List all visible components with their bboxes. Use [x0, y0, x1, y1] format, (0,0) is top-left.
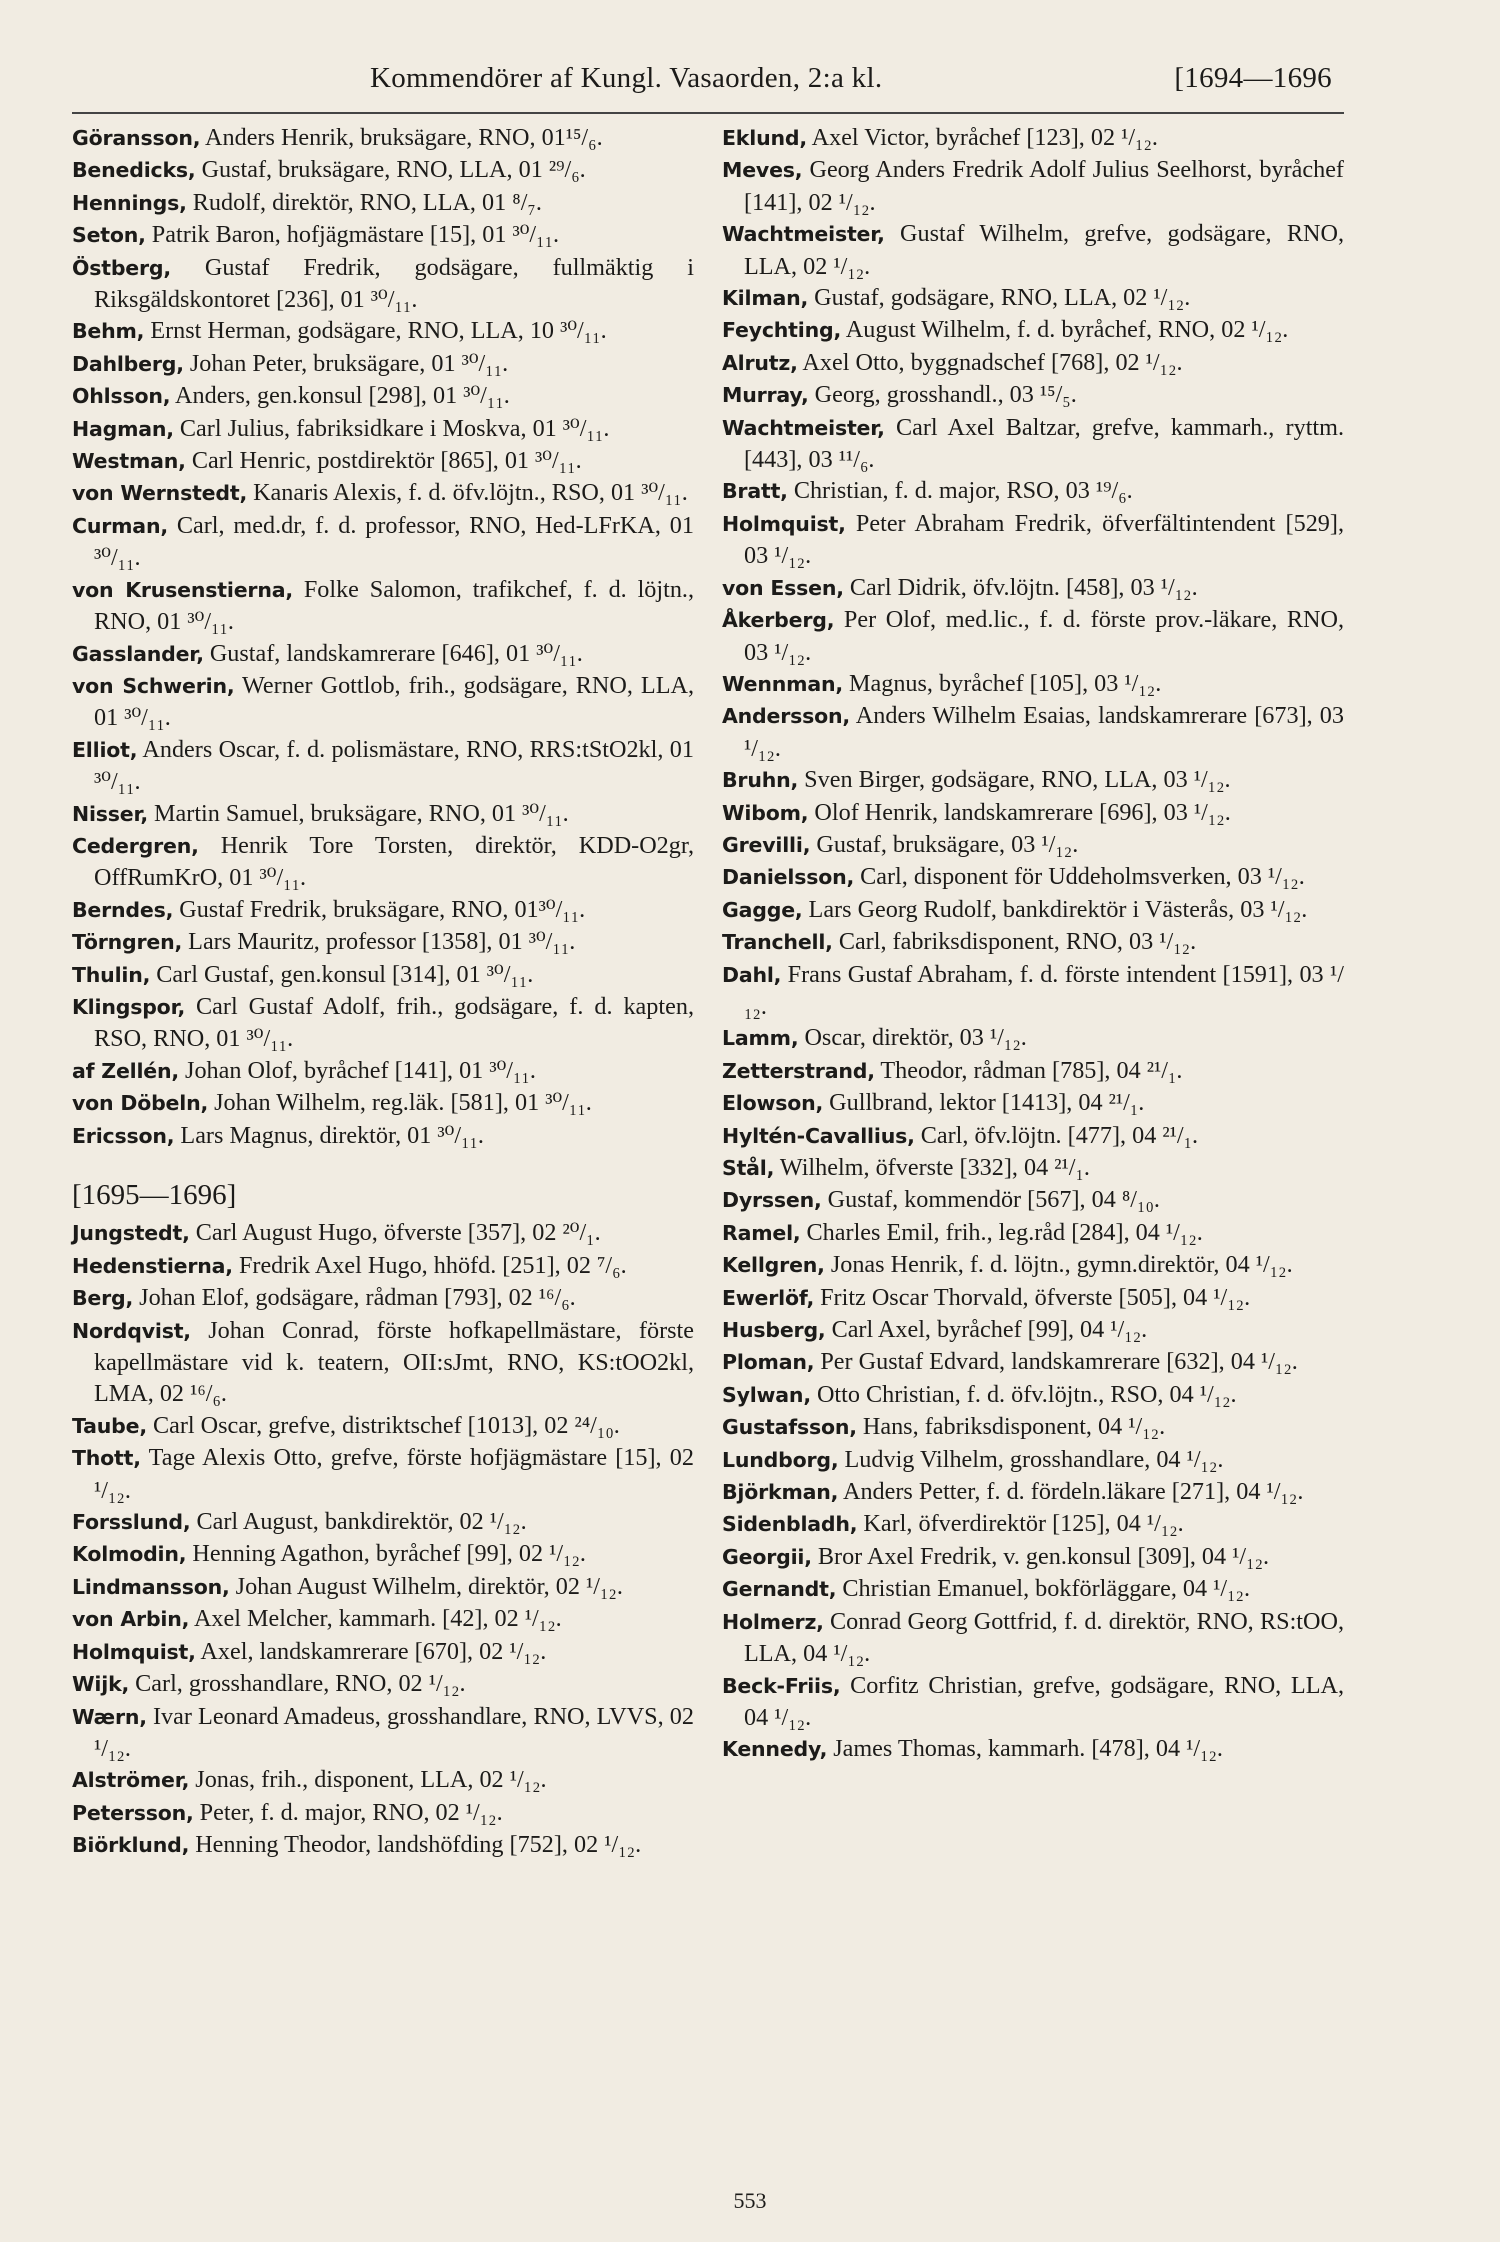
entry — [722, 1184, 1344, 1216]
entry-name: Kellgren, — [722, 1253, 825, 1278]
entry — [722, 412, 1344, 476]
entry — [722, 1314, 1344, 1346]
entry-text: Henning Theodor, landshöfding [752], 02 ¹/₁₂. — [189, 1831, 642, 1859]
entry-text: Johan Elof, godsägare, rådman [793], 02 ¹⁶/₆. — [133, 1284, 576, 1312]
entry-name: Wibom, — [722, 800, 809, 825]
entry — [72, 1636, 694, 1668]
entry-text: James Thomas, kammarh. [478], 04 ¹/₁₂. — [827, 1735, 1223, 1763]
entry-name: Dahlberg, — [72, 351, 184, 376]
entry — [72, 348, 694, 380]
entry-text: Kanaris Alexis, f. d. öfv.löjtn., RSO, 01 ³⁰/₁₁. — [247, 479, 688, 507]
entry-name: Taube, — [72, 1413, 147, 1438]
entry — [722, 829, 1344, 861]
entry-name: Holmquist, — [722, 511, 846, 536]
entry — [722, 926, 1344, 958]
left-entry-list — [72, 122, 694, 1152]
entry — [722, 1444, 1344, 1476]
entry-name: Törngren, — [72, 930, 183, 955]
entry-text: Tage Alexis Otto, grefve, förste hofjägmästare [15], 02 ¹/₁₂. — [94, 1444, 694, 1504]
entry-name: Jungstedt, — [72, 1221, 190, 1246]
entry-text: Carl Gustaf, gen.konsul [314], 01 ³⁰/₁₁. — [150, 960, 534, 988]
entry-text: Wilhelm, öfverste [332], 04 ²¹/₁. — [774, 1154, 1090, 1181]
entry-text: Ivar Leonard Amadeus, grosshandlare, RNO, LVVS, 02 ¹/₁₂. — [94, 1702, 694, 1762]
entry-text: Axel, landskamrerare [670], 02 ¹/₁₂. — [195, 1637, 547, 1665]
entry-text: Bror Axel Fredrik, v. gen.konsul [309], 04 ¹/₁₂. — [811, 1542, 1270, 1570]
entry-text: Johan Olof, byråchef [141], 01 ³⁰/₁₁. — [179, 1056, 536, 1084]
right-entry-list — [722, 122, 1344, 1766]
entry-text: Gustaf, godsägare, RNO, LLA, 02 ¹/₁₂. — [808, 284, 1191, 312]
entry — [72, 1764, 694, 1796]
entry-text: Oscar, direktör, 03 ¹/₁₂. — [798, 1024, 1027, 1052]
entry-text: Peter Abraham Fredrik, öfverfältintendent [529], 03 ¹/₁₂. — [744, 509, 1344, 570]
entry-name: von Essen, — [722, 575, 844, 600]
entry — [722, 1476, 1344, 1508]
entry-text: Theodor, rådman [785], 04 ²¹/₁. — [874, 1056, 1183, 1084]
entry-text: Gustaf, bruksägare, 03 ¹/₁₂. — [810, 830, 1079, 858]
entry-text: Carl, grosshandlare, RNO, 02 ¹/₁₂. — [129, 1670, 466, 1698]
entry — [72, 1410, 694, 1442]
entry-text: Carl Julius, fabriksidkare i Moskva, 01 ³⁰/₁₁. — [173, 414, 610, 442]
entry-name: Bruhn, — [722, 768, 799, 793]
entry-text: Anders Petter, f. d. fördeln.läkare [271], 04 ¹/₁₂. — [838, 1478, 1304, 1506]
entry — [722, 314, 1344, 346]
entry — [72, 219, 694, 251]
entry-text: Carl, öfv.löjtn. [477], 04 ²¹/₁. — [914, 1121, 1199, 1149]
entry-text: Georg Anders Fredrik Adolf Julius Seelhorst, byråchef [141], 02 ¹/₁₂. — [744, 156, 1344, 216]
entry-text: Corfitz Christian, grefve, godsägare, RNO, LLA, 04 ¹/₁₂. — [744, 1671, 1344, 1731]
entry-name: von Döbeln, — [72, 1091, 209, 1116]
entry-name: Tranchell, — [722, 930, 833, 955]
entry-name: Curman, — [72, 513, 168, 538]
entry-name: Elowson, — [722, 1091, 824, 1116]
entry-text: Otto Christian, f. d. öfv.löjtn., RSO, 04 ¹/₁₂. — [810, 1380, 1237, 1408]
entry — [72, 1506, 694, 1538]
entry-text: Gustaf Fredrik, bruksägare, RNO, 01³⁰/₁₁. — [173, 895, 586, 923]
entry-text: Per Olof, med.lic., f. d. förste prov.-läkare, RNO, 03 ¹/₁₂. — [744, 606, 1344, 666]
entry-text: Axel Otto, byggnadschef [768], 02 ¹/₁₂. — [797, 348, 1183, 376]
entry-text: Gustaf Fredrik, godsägare, fullmäktig i Riksgäldskontoret [236], 01 ³⁰/₁₁. — [94, 253, 694, 314]
entry-text: Gustaf Wilhelm, grefve, godsägare, RNO, LLA, 02 ¹/₁₂. — [744, 220, 1344, 280]
entry-name: Kolmodin, — [72, 1542, 187, 1567]
entry-name: Gasslander, — [72, 641, 204, 666]
entry-name: Alströmer, — [72, 1768, 190, 1793]
entry-name: Feychting, — [722, 318, 842, 343]
entry-name: Forsslund, — [72, 1510, 191, 1535]
entry-name: Sylwan, — [722, 1382, 811, 1407]
entry-text: Henrik Tore Torsten, direktör, KDD-O2gr, OffRumKrO, 01 ³⁰/₁₁. — [94, 831, 694, 892]
entry — [722, 1055, 1344, 1087]
entry — [72, 1315, 694, 1410]
entry-name: Berndes, — [72, 897, 174, 922]
entry-text: Martin Samuel, bruksägare, RNO, 01 ³⁰/₁₁. — [147, 799, 569, 827]
entry-name: Nisser, — [72, 801, 148, 826]
entry-name: Westman, — [72, 449, 186, 474]
entry-name: Klingspor, — [72, 994, 186, 1019]
entry — [72, 252, 694, 316]
entry-text: August Wilhelm, f. d. byråchef, RNO, 02 ¹/₁₂. — [841, 316, 1289, 344]
entry — [722, 475, 1344, 507]
header-rule — [72, 112, 1344, 114]
entry-text: Anders Henrik, bruksägare, RNO, 01¹⁵/₆. — [200, 124, 603, 151]
entry-name: Kennedy, — [722, 1737, 828, 1762]
entry-name: Östberg, — [72, 255, 171, 280]
entry-text: Gustaf, bruksägare, RNO, LLA, 01 ²⁹/₆. — [195, 156, 586, 184]
entry — [722, 154, 1344, 218]
entry — [722, 347, 1344, 379]
section-subheading: [1695—1696] — [72, 1179, 237, 1211]
entry — [722, 1087, 1344, 1119]
entry — [722, 379, 1344, 411]
entry-text: Carl Axel, byråchef [99], 04 ¹/₁₂. — [825, 1316, 1148, 1344]
entry-text: Karl, öfverdirektör [125], 04 ¹/₁₂. — [857, 1510, 1184, 1538]
entry-name: Gernandt, — [722, 1577, 837, 1602]
entry-text: Gustaf, landskamrerare [646], 01 ³⁰/₁₁. — [203, 639, 583, 667]
entry-text: Lars Georg Rudolf, bankdirektör i Västerås, 03 ¹/₁₂. — [802, 895, 1308, 923]
entry-text: Carl Didrik, öfv.löjtn. [458], 03 ¹/₁₂. — [843, 573, 1198, 601]
entry-name: Sidenbladh, — [722, 1512, 858, 1537]
entry-name: Benedicks, — [72, 158, 196, 183]
header-title: Kommendörer af Kungl. Vasaorden, 2:a kl. — [370, 62, 883, 94]
entry — [72, 380, 694, 412]
entry-name: Lundborg, — [722, 1447, 839, 1472]
entry-name: Dyrssen, — [722, 1188, 822, 1213]
entry-text: Rudolf, direktör, RNO, LLA, 01 ⁸/₇. — [186, 188, 542, 216]
entry — [722, 1346, 1344, 1378]
entry-name: Ericsson, — [72, 1123, 175, 1148]
entry-name: Danielsson, — [722, 865, 855, 890]
entry-text: Carl Axel Baltzar, grefve, kammarh., ryttm. [443], 03 ¹¹/₆. — [744, 413, 1344, 474]
entry-text: Lars Magnus, direktör, 01 ³⁰/₁₁. — [174, 1121, 484, 1149]
entry — [722, 1217, 1344, 1249]
entry-text: Magnus, byråchef [105], 03 ¹/₁₂. — [842, 669, 1162, 697]
entry — [72, 1087, 694, 1119]
entry-name: Holmquist, — [72, 1639, 196, 1664]
left-column — [72, 122, 694, 1862]
entry — [722, 1022, 1344, 1054]
entry-name: Seton, — [72, 223, 146, 248]
entry-name: Ohlsson, — [72, 384, 171, 409]
entry-name: af Zellén, — [72, 1058, 179, 1083]
entry-text: Carl, med.dr, f. d. professor, RNO, Hed-LFrKA, 01 ³⁰/₁₁. — [94, 511, 694, 572]
entry-name: Björkman, — [722, 1480, 839, 1505]
right-column — [722, 122, 1344, 1766]
entry — [72, 638, 694, 670]
entry-name: von Wernstedt, — [72, 481, 248, 506]
entry-name: Thott, — [72, 1446, 141, 1471]
entry-name: Alrutz, — [722, 350, 798, 375]
entry — [72, 574, 694, 638]
entry — [722, 894, 1344, 926]
entry-name: Ploman, — [722, 1350, 815, 1375]
entry-name: Georgii, — [722, 1544, 812, 1569]
entry-text: Ludvig Vilhelm, grosshandlare, 04 ¹/₁₂. — [838, 1445, 1224, 1473]
entry — [72, 154, 694, 186]
entry — [722, 1733, 1344, 1765]
entry-text: Frans Gustaf Abraham, f. d. förste intendent [1591], 03 ¹/₁₂. — [744, 960, 1344, 1020]
entry-name: von Schwerin, — [72, 673, 235, 698]
entry — [72, 894, 694, 926]
entry-text: Conrad Georg Gottfrid, f. d. direktör, RNO, RS:tOO, LLA, 04 ¹/₁₂. — [744, 1607, 1344, 1668]
entry-name: Kilman, — [722, 286, 809, 311]
entry-text: Carl, disponent för Uddeholmsverken, 03 ¹/₁₂. — [854, 863, 1305, 891]
entry-text: Henning Agathon, byråchef [99], 02 ¹/₁₂. — [186, 1540, 586, 1568]
entry — [722, 282, 1344, 314]
entry — [72, 510, 694, 574]
entry-text: Georg, grosshandl., 03 ¹⁵/₅. — [808, 381, 1077, 409]
entry-text: Sven Birger, godsägare, RNO, LLA, 03 ¹/₁₂. — [798, 766, 1231, 794]
entry-text: Olof Henrik, landskamrerare [696], 03 ¹/₁₂. — [808, 798, 1231, 826]
entry — [722, 1379, 1344, 1411]
entry-text: Ernst Herman, godsägare, RNO, LLA, 10 ³⁰/₁₁. — [144, 317, 607, 345]
entry-name: Stål, — [722, 1156, 775, 1180]
entry — [72, 1603, 694, 1635]
entry — [722, 1573, 1344, 1605]
running-header — [370, 62, 1332, 112]
entry — [72, 798, 694, 830]
entry-name: Dahl, — [722, 962, 782, 987]
entry-name: Nordqvist, — [72, 1318, 191, 1343]
entry — [72, 1120, 694, 1152]
entry-text: Jonas, frih., disponent, LLA, 02 ¹/₁₂. — [189, 1766, 547, 1794]
entry — [722, 668, 1344, 700]
entry — [722, 1541, 1344, 1573]
entry-name: Lindmansson, — [72, 1574, 230, 1599]
entry-name: Meves, — [722, 158, 803, 183]
entry — [72, 1442, 694, 1506]
left-entry-list-2 — [72, 1217, 694, 1861]
entry-text: Christian Emanuel, bokförläggare, 04 ¹/₁₂. — [836, 1575, 1251, 1603]
entry-name: Thulin, — [72, 962, 151, 987]
entry — [72, 1055, 694, 1087]
entry — [722, 959, 1344, 1023]
entry-name: Ramel, — [722, 1220, 801, 1245]
entry-name: Hyltén-Cavallius, — [722, 1123, 915, 1148]
entry — [722, 1249, 1344, 1281]
entry-name: Lamm, — [722, 1026, 799, 1051]
entry-text: Fritz Oscar Thorvald, öfverste [505], 04 ¹/₁₂. — [814, 1283, 1251, 1311]
entry-name: Biörklund, — [72, 1833, 190, 1858]
entry-name: Gagge, — [722, 897, 803, 922]
entry-name: Wachtmeister, — [722, 415, 885, 440]
entry — [72, 991, 694, 1055]
entry — [72, 1701, 694, 1765]
entry — [72, 122, 694, 154]
entry-text: Werner Gottlob, frih., godsägare, RNO, LLA, 01 ³⁰/₁₁. — [94, 671, 694, 732]
entry — [72, 926, 694, 958]
page-number: 553 — [733, 2188, 767, 2213]
entry — [722, 797, 1344, 829]
entry — [72, 187, 694, 219]
entry-text: Johan Peter, bruksägare, 01 ³⁰/₁₁. — [183, 349, 509, 377]
entry-text: Hans, fabriksdisponent, 04 ¹/₁₂. — [856, 1413, 1166, 1441]
entry-name: Ewerlöf, — [722, 1285, 815, 1310]
entry-name: Grevilli, — [722, 832, 811, 857]
entry-text: Gustaf, kommendör [567], 04 ⁸/₁₀. — [821, 1186, 1160, 1214]
entry-name: Petersson, — [72, 1800, 194, 1825]
entry-text: Fredrik Axel Hugo, hhöfd. [251], 02 ⁷/₆. — [232, 1251, 627, 1279]
entry-text: Carl August Hugo, öfverste [357], 02 ²⁰/₁. — [189, 1219, 601, 1247]
entry-text: Anders Oscar, f. d. polismästare, RNO, RRS:tStO2kl, 01 ³⁰/₁₁. — [94, 735, 694, 796]
entry — [722, 218, 1344, 282]
entry-name: Andersson, — [722, 704, 851, 729]
entry-text: Peter, f. d. major, RNO, 02 ¹/₁₂. — [193, 1798, 503, 1826]
entry — [72, 830, 694, 894]
entry-name: Wachtmeister, — [722, 222, 885, 247]
entry-name: Åkerberg, — [722, 608, 835, 633]
entry-text: Carl Henric, postdirektör [865], 01 ³⁰/₁₁. — [185, 447, 582, 475]
entry — [722, 700, 1344, 764]
entry — [72, 1282, 694, 1314]
entry-name: Elliot, — [72, 737, 138, 762]
entry — [722, 861, 1344, 893]
entry-name: Zetterstrand, — [722, 1058, 875, 1083]
entry-name: Göransson, — [72, 126, 201, 150]
entry-text: Carl August, bankdirektör, 02 ¹/₁₂. — [190, 1508, 527, 1536]
entry-text: Johan August Wilhelm, direktör, 02 ¹/₁₂. — [229, 1572, 623, 1600]
entry-text: Anders, gen.konsul [298], 01 ³⁰/₁₁. — [170, 382, 510, 410]
entry-name: Holmerz, — [722, 1609, 824, 1634]
entry — [722, 122, 1344, 154]
entry-text: Folke Salomon, trafikchef, f. d. löjtn., RNO, 01 ³⁰/₁₁. — [94, 575, 695, 636]
entry-text: Christian, f. d. major, RSO, 03 ¹⁹/₆. — [787, 477, 1133, 505]
entry-name: Hedenstierna, — [72, 1253, 233, 1278]
entry-text: Per Gustaf Edvard, landskamrerare [632], 04 ¹/₁₂. — [814, 1348, 1298, 1376]
entry-name: Cedergren, — [72, 833, 199, 858]
entry — [722, 604, 1344, 668]
entry — [72, 1571, 694, 1603]
entry-text: Carl, fabriksdisponent, RNO, 03 ¹/₁₂. — [832, 928, 1197, 956]
entry — [72, 1797, 694, 1829]
entry-text: Jonas Henrik, f. d. löjtn., gymn.direktör, 04 ¹/₁₂. — [824, 1251, 1293, 1279]
entry-text: Charles Emil, frih., leg.råd [284], 04 ¹/₁₂. — [800, 1218, 1203, 1246]
entry — [72, 670, 694, 734]
entry-name: Berg, — [72, 1286, 134, 1311]
entry — [72, 734, 694, 798]
entry-text: Axel Victor, byråchef [123], 02 ¹/₁₂. — [806, 124, 1158, 151]
entry-text: Carl Gustaf Adolf, frih., godsägare, f. d. kapten, RSO, RNO, 01 ³⁰/₁₁. — [94, 992, 694, 1053]
entry — [722, 572, 1344, 604]
entry-name: Wærn, — [72, 1704, 147, 1729]
entry — [72, 1668, 694, 1700]
entry — [72, 1217, 694, 1249]
entry — [72, 1538, 694, 1570]
entry-name: Hagman, — [72, 416, 174, 441]
entry-text: Carl Oscar, grefve, distriktschef [1013], 02 ²⁴/₁₀. — [146, 1411, 620, 1439]
entry — [72, 445, 694, 477]
entry-text: Anders Wilhelm Esaias, landskamrerare [673], 03 ¹/₁₂. — [744, 702, 1344, 762]
entry-name: Wennman, — [722, 671, 843, 696]
entry — [722, 1508, 1344, 1540]
entry — [72, 959, 694, 991]
entry — [722, 1606, 1344, 1670]
entry-text: Axel Melcher, kammarh. [42], 02 ¹/₁₂. — [189, 1605, 562, 1633]
entry-name: Eklund, — [722, 126, 807, 150]
entry-name: Bratt, — [722, 479, 788, 504]
entry — [722, 1120, 1344, 1152]
entry-name: von Krusenstierna, — [72, 577, 293, 602]
entry — [722, 1282, 1344, 1314]
entry — [722, 1670, 1344, 1734]
entry-name: Murray, — [722, 383, 809, 408]
entry — [72, 1829, 694, 1861]
entry-text: Patrik Baron, hofjägmästare [15], 01 ³⁰/₁₁. — [145, 221, 560, 249]
entry — [722, 764, 1344, 796]
entry — [722, 1411, 1344, 1443]
entry-text: Gullbrand, lektor [1413], 04 ²¹/₁. — [823, 1089, 1145, 1117]
entry — [722, 1152, 1344, 1184]
entry-name: Wijk, — [72, 1672, 130, 1697]
entry — [72, 1250, 694, 1282]
entry-name: Hennings, — [72, 190, 187, 215]
entry-name: Behm, — [72, 319, 145, 344]
entry — [72, 413, 694, 445]
entry-name: Beck-Friis, — [722, 1673, 841, 1698]
entry-name: Husberg, — [722, 1318, 826, 1343]
entry-text: Johan Conrad, förste hofkapellmästare, förste kapellmästare vid k. teatern, OII:sJmt, RNO, KS:tOO2kl, LMA, 02 ¹⁶/₆. — [94, 1316, 694, 1408]
entry-text: Lars Mauritz, professor [1358], 01 ³⁰/₁₁. — [182, 928, 576, 956]
entry-name: von Arbin, — [72, 1607, 190, 1632]
entry-name: Gustafsson, — [722, 1415, 857, 1440]
entry — [72, 315, 694, 347]
entry — [722, 508, 1344, 572]
entry — [72, 477, 694, 509]
entry-text: Johan Wilhelm, reg.läk. [581], 01 ³⁰/₁₁. — [208, 1089, 592, 1117]
header-range: [1694—1696 — [1174, 62, 1332, 94]
